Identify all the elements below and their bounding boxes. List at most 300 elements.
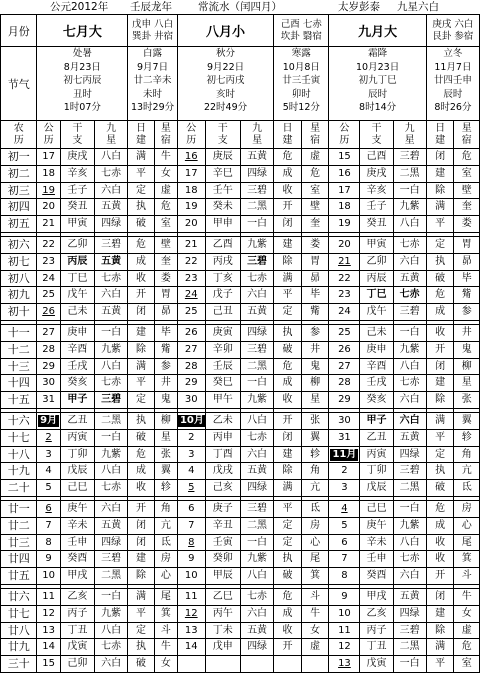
ganzhi: 辛未 [60,517,94,534]
day-officer: 建 [426,165,454,182]
day-row [1,165,480,182]
day-officer: 危 [426,287,454,304]
lunar-mansion: 牛 [154,149,177,166]
nine-star: 四绿 [393,605,426,622]
solar-date: 24 [37,270,60,287]
title-taisui: 太岁彭泰 [338,1,380,13]
lunar-mansion: 亢 [154,517,177,534]
lunar-mansion: 角 [154,500,177,517]
solar-date: 19 [177,199,205,216]
nine-star: 五黄 [94,199,127,216]
solar-date: 22 [329,270,360,287]
nine-star: 五黄 [240,622,273,639]
day-officer: 开 [274,412,302,429]
solar-date: 25 [37,287,60,304]
day-officer: 定 [128,392,155,409]
ganzhi: 乙未 [205,412,240,429]
ganzhi: 庚午 [60,500,94,517]
ganzhi: 甲子 [60,392,94,409]
ganzhi [205,656,240,673]
day-officer: 定 [426,236,454,253]
solar-date: 2 [37,429,60,446]
solar-date: 12 [177,605,205,622]
day-officer: 平 [426,656,454,673]
nine-star: 一白 [240,216,273,233]
day-row [1,656,480,673]
nine-star: 五黄 [240,463,273,480]
day-row [1,199,480,216]
title-star: 九星六白 [397,1,439,13]
day-officer: 收 [128,270,155,287]
lunar-mansion: 尾 [154,588,177,605]
lunar-mansion: 鬼 [454,341,480,358]
solar-date: 13 [329,656,360,673]
ganzhi: 丁卯 [60,446,94,463]
day-officer: 收 [426,324,454,341]
nine-star: 五黄 [94,253,127,270]
jieqi-m1-b: 白露 9月7日 廿二辛未 未时 13时29分 [128,47,178,121]
day-row [1,304,480,321]
solar-date: 20 [177,216,205,233]
month-ganzhi-2: 己酉 七赤 坎卦 翳宿 [274,15,329,47]
lunar-mansion: 尾 [301,551,329,568]
day-row [1,392,480,409]
lunar-mansion [301,656,329,673]
jieqi-row [1,47,480,121]
lunar-day: 三十 [1,656,37,673]
header-jiuxing: 九 星 [94,121,127,149]
ganzhi: 丁巳 [60,270,94,287]
nine-star: 一白 [94,588,127,605]
lunar-mansion: 虚 [154,182,177,199]
day-officer: 危 [274,149,302,166]
header-gongli: 公 历 [177,121,205,149]
lunar-mansion: 危 [301,165,329,182]
day-officer: 闭 [426,149,454,166]
lunar-day: 廿二 [1,517,37,534]
nine-star: 五黄 [393,270,426,287]
lunar-mansion: 胃 [454,236,480,253]
day-row [1,149,480,166]
lunar-mansion: 轸 [301,446,329,463]
lunar-mansion: 女 [154,165,177,182]
day-officer: 满 [274,480,302,497]
month-start-marker: 9月 [40,414,58,426]
day-officer: 成 [128,463,155,480]
day-officer [274,656,302,673]
ganzhi: 癸亥 [60,375,94,392]
header-nongli: 农 历 [1,121,37,149]
lunar-mansion: 娄 [454,216,480,233]
solar-date: 5 [329,517,360,534]
lunar-mansion: 星 [154,429,177,446]
day-officer: 破 [274,341,302,358]
jieqi-m2-a: 秋分 9月22日 初七丙戌 亥时 22时49分 [177,47,273,121]
ganzhi: 己巳 [360,500,393,517]
solar-date: 7 [329,551,360,568]
ganzhi: 壬子 [60,182,94,199]
solar-date: 3 [329,480,360,497]
lunar-mansion: 毕 [454,270,480,287]
nine-star: 八白 [393,216,426,233]
ganzhi: 癸酉 [360,568,393,585]
lunar-mansion: 张 [454,392,480,409]
header-jianchu: 日 建 [128,121,155,149]
ganzhi: 壬申 [60,534,94,551]
lunar-mansion: 室 [154,216,177,233]
header-ganzhi: 干 支 [360,121,393,149]
day-officer: 平 [426,429,454,446]
lunar-mansion: 心 [454,517,480,534]
ganzhi: 庚戌 [360,165,393,182]
nine-star: 一白 [94,429,127,446]
lunar-mansion: 角 [301,463,329,480]
lunar-day: 十三 [1,358,37,375]
day-officer: 开 [426,568,454,585]
lunar-day: 初七 [1,253,37,270]
jieqi-m1-a: 处暑 8月23日 初七丙辰 丑时 1时07分 [37,47,128,121]
nine-star: 五黄 [94,517,127,534]
month-name-1: 七月大 [37,15,128,47]
day-officer: 危 [274,358,302,375]
solar-date: 29 [329,392,360,409]
day-row [1,551,480,568]
month-ganzhi-1: 戊申 八白 巽卦 井宿 [128,15,178,47]
lunar-mansion: 奎 [154,253,177,270]
day-officer: 收 [426,551,454,568]
day-officer: 开 [426,341,454,358]
lunar-mansion: 柳 [301,375,329,392]
day-officer: 除 [274,463,302,480]
day-row [1,429,480,446]
lunar-mansion: 心 [301,534,329,551]
ganzhi: 戊寅 [60,639,94,656]
day-officer: 除 [426,182,454,199]
solar-date: 21 [37,216,60,233]
ganzhi: 戊戌 [205,463,240,480]
ganzhi: 己未 [60,304,94,321]
title-liushui: 常流水（闰四月） [198,1,282,13]
ganzhi: 癸亥 [360,392,393,409]
yuefen-label: 月份 [1,15,37,47]
ganzhi: 庚午 [360,517,393,534]
header-gongli: 公 历 [37,121,60,149]
day-officer: 破 [128,216,155,233]
day-row [1,622,480,639]
day-officer: 定 [426,446,454,463]
nine-star: 五黄 [94,304,127,321]
ganzhi: 庚子 [205,500,240,517]
solar-date: 24 [329,304,360,321]
nine-star: 四绿 [240,324,273,341]
day-officer: 危 [426,500,454,517]
day-officer: 收 [274,182,302,199]
solar-date: 27 [329,358,360,375]
lunar-mansion: 鬼 [301,358,329,375]
day-officer: 危 [274,588,302,605]
day-officer: 闭 [128,517,155,534]
solar-date: 31 [329,429,360,446]
solar-date: 10 [177,568,205,585]
nine-star: 一白 [393,182,426,199]
lunar-day: 十八 [1,446,37,463]
nine-star: 二黑 [393,639,426,656]
day-officer: 闭 [128,534,155,551]
ganzhi: 乙巳 [205,588,240,605]
ganzhi: 丙子 [60,605,94,622]
ganzhi: 戊申 [205,639,240,656]
solar-date [329,446,360,463]
lunar-mansion: 翼 [454,412,480,429]
ganzhi: 甲寅 [60,216,94,233]
nine-star: 三碧 [240,500,273,517]
solar-date: 9 [37,551,60,568]
day-officer: 除 [128,568,155,585]
solar-date: 9 [329,588,360,605]
day-officer: 破 [426,270,454,287]
lunar-day: 十七 [1,429,37,446]
solar-date: 27 [37,324,60,341]
calendar-table [0,14,480,673]
ganzhi: 壬申 [360,551,393,568]
lunar-mansion: 井 [301,341,329,358]
nine-star: 五黄 [240,149,273,166]
solar-date: 8 [329,568,360,585]
ganzhi: 戊辰 [60,463,94,480]
nine-star: 三碧 [240,182,273,199]
day-officer: 执 [128,639,155,656]
nine-star: 七赤 [94,375,127,392]
nine-star: 七赤 [240,429,273,446]
lunar-day: 二十 [1,480,37,497]
ganzhi: 丙寅 [60,429,94,446]
day-row [1,480,480,497]
nine-star: 六白 [240,605,273,622]
solar-date: 28 [329,375,360,392]
header-gongli: 公 历 [329,121,360,149]
ganzhi: 己亥 [205,480,240,497]
ganzhi: 丁丑 [60,622,94,639]
month-ganzhi-3: 庚戌 六白 艮卦 参宿 [426,15,479,47]
lunar-mansion: 昴 [301,270,329,287]
ganzhi: 庚辰 [205,149,240,166]
day-officer: 定 [128,182,155,199]
day-officer: 开 [274,199,302,216]
lunar-mansion: 箕 [454,551,480,568]
day-officer: 成 [128,253,155,270]
month-start-marker: 10月 [179,414,204,426]
nine-star: 七赤 [94,639,127,656]
jieqi-m3-a: 霜降 10月23日 初九丁巳 辰时 8时14分 [329,47,426,121]
solar-date: 20 [329,236,360,253]
nine-star: 一白 [94,324,127,341]
solar-date [177,656,205,673]
lunar-mansion: 柳 [454,358,480,375]
day-row [1,605,480,622]
lunar-mansion: 女 [454,605,480,622]
solar-date: 7 [37,517,60,534]
day-row [1,517,480,534]
ganzhi: 乙丑 [60,412,94,429]
day-officer: 平 [274,500,302,517]
lunar-mansion: 翼 [154,463,177,480]
lunar-day: 廿六 [1,588,37,605]
lunar-day: 初二 [1,165,37,182]
lunar-day: 十六 [1,412,37,429]
lunar-mansion: 壁 [301,199,329,216]
lunar-mansion: 壁 [154,236,177,253]
lunar-mansion: 斗 [454,568,480,585]
day-officer: 收 [274,392,302,409]
lunar-mansion: 斗 [154,622,177,639]
solar-date: 4 [177,463,205,480]
ganzhi: 辛亥 [60,165,94,182]
header-ganzhi: 干 支 [60,121,94,149]
ganzhi: 戊子 [205,287,240,304]
ganzhi: 甲戌 [60,568,94,585]
ganzhi: 丙辰 [360,270,393,287]
solar-date [177,412,205,429]
day-officer: 平 [128,165,155,182]
solar-date [37,412,60,429]
nine-star: 六白 [393,412,426,429]
day-officer: 闭 [274,429,302,446]
lunar-mansion: 毕 [154,324,177,341]
lunar-mansion: 鬼 [154,392,177,409]
solar-date: 10 [329,605,360,622]
nine-star: 六白 [94,182,127,199]
solar-date: 8 [177,534,205,551]
lunar-mansion: 昴 [454,253,480,270]
ganzhi: 丙午 [205,605,240,622]
lunar-mansion: 娄 [301,236,329,253]
solar-date: 8 [37,534,60,551]
lunar-mansion: 昴 [154,304,177,321]
lunar-mansion: 觜 [154,341,177,358]
solar-date: 11 [329,622,360,639]
solar-date: 20 [37,199,60,216]
solar-date: 2 [329,463,360,480]
ganzhi: 丙子 [360,622,393,639]
day-officer: 平 [426,216,454,233]
nine-star: 七赤 [240,588,273,605]
nine-star [240,656,273,673]
day-officer: 危 [128,446,155,463]
month-header-row [1,15,480,47]
day-officer: 满 [128,588,155,605]
lunar-day: 廿九 [1,639,37,656]
solar-date: 15 [329,149,360,166]
day-row [1,236,480,253]
lunar-mansion: 氐 [454,480,480,497]
solar-date: 6 [37,500,60,517]
nine-star: 五黄 [393,588,426,605]
lunar-mansion: 井 [454,324,480,341]
nine-star: 七赤 [393,236,426,253]
lunar-day: 十一 [1,324,37,341]
nine-star: 九紫 [94,446,127,463]
solar-date: 2 [177,429,205,446]
lunar-day: 初一 [1,149,37,166]
solar-date: 19 [329,216,360,233]
solar-date: 17 [177,165,205,182]
solar-date: 17 [37,149,60,166]
lunar-mansion: 角 [454,446,480,463]
lunar-mansion: 牛 [301,605,329,622]
day-officer: 破 [274,568,302,585]
solar-date: 19 [37,182,60,199]
lunar-day: 初三 [1,182,37,199]
nine-star: 一白 [240,534,273,551]
ganzhi: 戊午 [60,287,94,304]
ganzhi: 丁酉 [205,446,240,463]
lunar-day: 十九 [1,463,37,480]
nine-star: 八白 [94,149,127,166]
ganzhi: 戊辰 [360,480,393,497]
day-officer: 开 [128,500,155,517]
nine-star: 四绿 [240,480,273,497]
ganzhi: 壬戌 [60,358,94,375]
solar-date: 25 [329,324,360,341]
nine-star: 八白 [94,622,127,639]
lunar-mansion: 星 [454,375,480,392]
day-officer: 建 [128,551,155,568]
day-row [1,253,480,270]
nine-star: 四绿 [393,446,426,463]
day-officer: 闭 [426,358,454,375]
ganzhi: 甲子 [360,412,393,429]
solar-date: 13 [177,622,205,639]
lunar-mansion: 氐 [154,534,177,551]
lunar-mansion: 房 [454,500,480,517]
ganzhi: 甲午 [205,392,240,409]
nine-star: 八白 [393,358,426,375]
day-officer: 除 [426,392,454,409]
ganzhi: 辛未 [360,534,393,551]
day-officer: 建 [274,236,302,253]
day-row [1,341,480,358]
title-ganzhi: 壬辰龙年 [130,1,172,13]
day-officer: 除 [128,341,155,358]
nine-star: 四绿 [94,534,127,551]
day-officer: 定 [128,622,155,639]
day-row [1,446,480,463]
ganzhi: 乙亥 [360,605,393,622]
lunar-day: 初五 [1,216,37,233]
nine-star: 二黑 [94,412,127,429]
lunar-day: 十四 [1,375,37,392]
solar-date: 11 [37,588,60,605]
day-officer: 收 [128,480,155,497]
ganzhi: 乙丑 [360,429,393,446]
ganzhi: 己巳 [60,480,94,497]
header-xingxiu: 星 宿 [454,121,480,149]
solar-date: 21 [329,253,360,270]
day-row [1,287,480,304]
lunar-mansion: 虚 [454,622,480,639]
solar-date: 18 [329,199,360,216]
day-row [1,182,480,199]
lunar-mansion: 氐 [301,500,329,517]
month-start-marker: 11月 [332,448,357,460]
ganzhi: 辛酉 [360,358,393,375]
ganzhi: 甲辰 [205,568,240,585]
solar-date: 27 [177,341,205,358]
lunar-mansion: 女 [301,622,329,639]
day-officer: 执 [128,412,155,429]
lunar-mansion: 女 [154,656,177,673]
nine-star: 五黄 [240,304,273,321]
